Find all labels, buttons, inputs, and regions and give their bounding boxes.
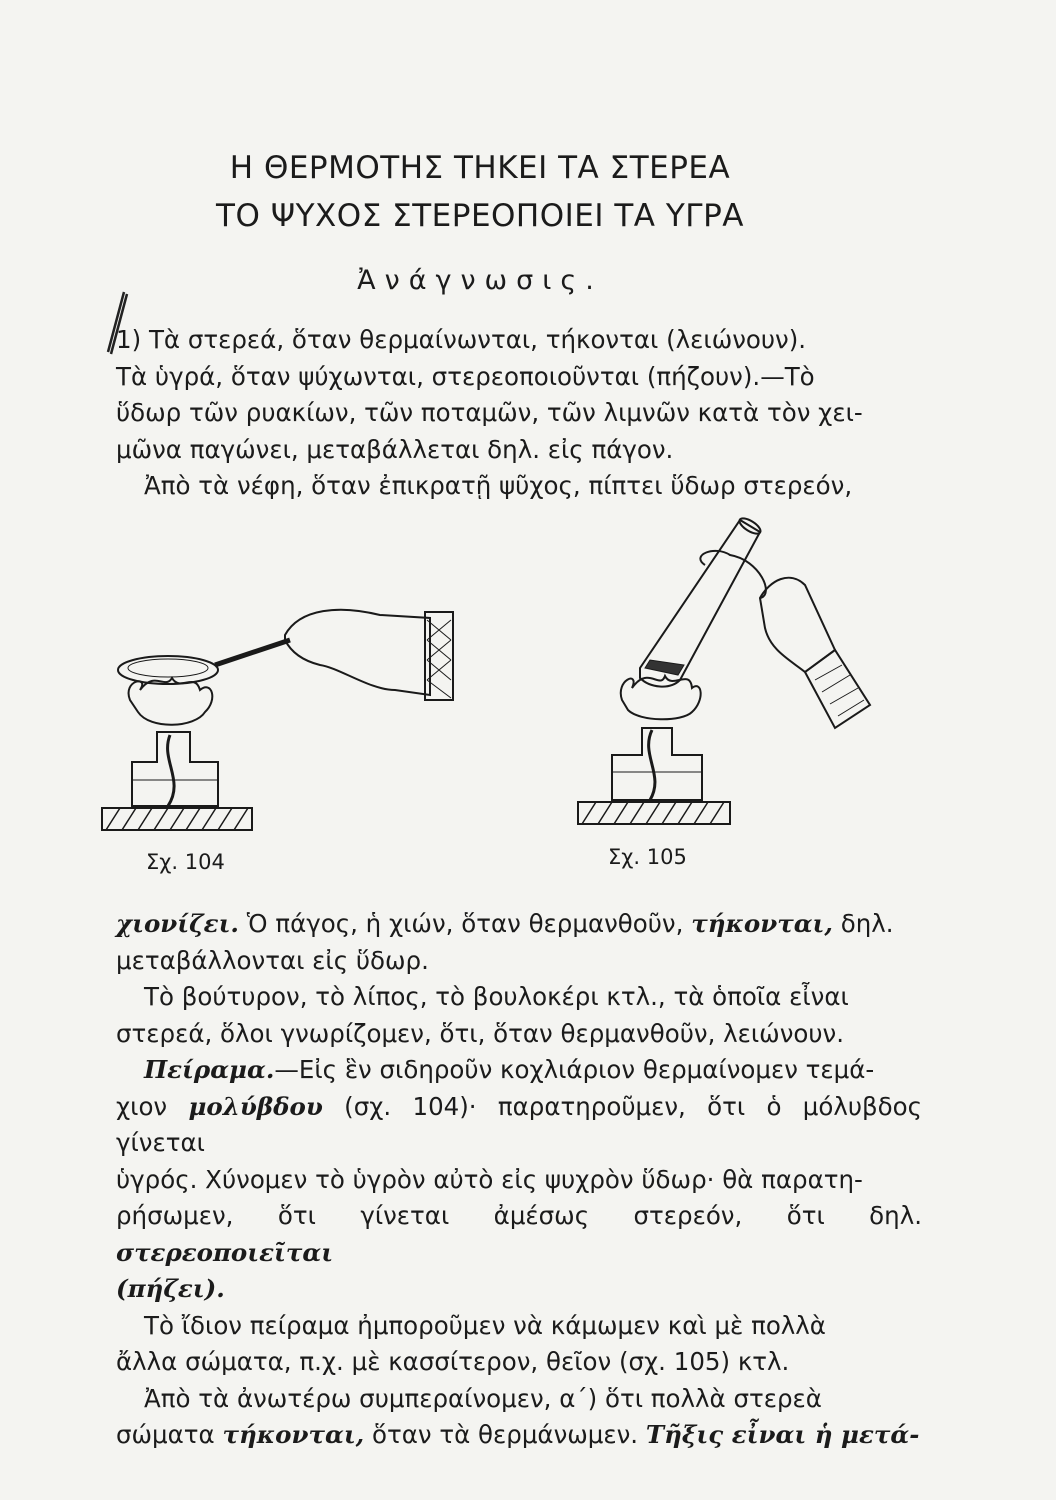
emphasis-word: τήκονται, [691,909,833,938]
text-span: Τὰ στερεά, ὅταν θερμαίνωνται, τήκονται (λειώνουν). [148,325,807,354]
sleeve-cuff [805,650,870,728]
text-line: ἄλλα σώματα, π.χ. μὲ κασσίτερον, θεῖον (σχ. 105) κτλ. [116,1347,790,1376]
definition-text: Τῆξις εἶναι ἡ μετά- [645,1420,920,1449]
figure-105-illustration [578,515,870,824]
text-line [116,979,922,1016]
page-title-line2: ΤΟ ΨΥΧΟΣ ΣΤΕΡΕΟΠΟΙΕΙ ΤΑ ΥΓΡΑ [216,198,744,234]
text-span: Ἀπὸ τὰ νέφη, ὅταν ἐπικρατῇ ψῦχος, πίπτει ὕδωρ στερεόν, [144,471,853,500]
text-line [116,1198,922,1271]
emphasis-word: μολύβδου [188,1091,323,1121]
text-line [116,1308,922,1345]
text-line: μεταβάλλονται εἰς ὕδωρ. [116,945,429,975]
text-span: ὅταν τὰ θερμάνωμεν. [364,1420,646,1449]
reading-heading: Ἀνάγνωσις. [357,265,603,296]
flame-icon [129,678,213,725]
text-span: (σχ. 104)· παρατηροῦμεν, ὅτι ὁ μόλυβδος γίνεται [116,1091,923,1157]
text-span: ρήσωμεν, ὅτι γίνεται ἀμέσως στερεόν, ὅτι δηλ. [116,1201,922,1230]
text-span: Ὁ πάγος, ἡ χιών, ὅταν θερμανθοῦν, [238,909,692,938]
iron-spoon [118,656,218,684]
text-line [116,906,922,943]
paragraph-2 [116,906,922,1454]
emphasis-word: στερεοποιεῖται [116,1237,334,1267]
text-line: στερεά, ὅλοι γνωρίζομεν, ὅτι, ὅταν θερμανθοῦν, λειώνουν. [116,1018,845,1048]
text-span: σώματα [116,1420,223,1449]
text-line [116,1417,922,1454]
spirit-lamp [612,728,702,800]
text-span: —Εἰς ἓν σιδηροῦν κοχλιάριον θερμαίνομεν τεμά- [274,1055,875,1084]
flame-icon [621,676,701,719]
page-title-line1: Η ΘΕΡΜΟΤΗΣ ΤΗΚΕΙ ΤΑ ΣΤΕΡΕΑ [229,150,731,186]
hand-icon [285,610,430,695]
text-span: Τὸ βούτυρον, τὸ λίπος, τὸ βουλοκέρι κτλ., τὰ ὁποῖα εἶναι [144,982,849,1011]
text-line: ὑγρός. Χύνομεν τὸ ὑγρὸν αὐτὸ εἰς ψυχρὸν ὕδωρ· θὰ παρατη- [116,1164,863,1194]
text-line: Τὰ ὑγρά, ὅταν ψύχωνται, στερεοποιοῦνται (πήζουν).—Τὸ [116,361,815,391]
text-line: μῶνα παγώνει, μεταβάλλεται δηλ. εἰς πάγον. [116,434,674,464]
text-span: χιον [116,1091,189,1121]
text-span: δηλ. [832,909,894,938]
figure-104-caption: Σχ. 104 [146,850,225,874]
text-line [116,1052,922,1089]
spirit-lamp [132,732,218,806]
text-span: Ἀπὸ τὰ ἀνωτέρω συμπεραίνομεν, α΄) ὅτι πολλὰ στερεὰ [144,1383,822,1413]
text-span: Τὸ ἴδιον πείραμα ἠμποροῦμεν νὰ κάμωμεν καὶ μὲ πολλὰ [144,1310,826,1340]
figure-105-caption: Σχ. 105 [608,845,687,869]
figure-104-illustration [102,610,453,830]
section-number: 1) [116,325,142,354]
text-line: (πήζει). [116,1274,225,1303]
experiment-label: Πείραμα. [144,1055,275,1084]
emphasis-word: χιονίζει. [116,909,239,938]
text-line [116,1381,922,1418]
text-line [116,1089,922,1162]
emphasis-word: τήκονται, [222,1420,365,1449]
text-line: ὕδωρ τῶν ρυακίων, τῶν ποταμῶν, τῶν λιμνῶν κατὰ τὸν χει- [116,398,863,427]
